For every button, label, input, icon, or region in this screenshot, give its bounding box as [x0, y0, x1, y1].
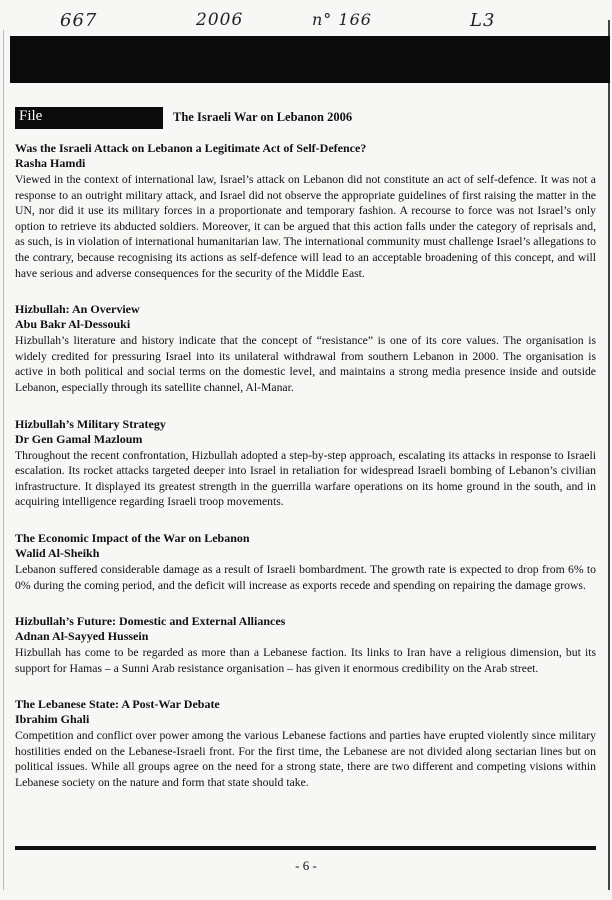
handwritten-note: 667 [60, 10, 98, 31]
article-title: Was the Israeli Attack on Lebanon a Legitimate Act of Self-Defence? [15, 141, 367, 155]
article [15, 697, 596, 790]
footer-rule [15, 846, 596, 850]
article-title: Hizbullah: An Overview [15, 302, 140, 317]
article-author: Rasha Hamdi [15, 156, 86, 170]
article-author: Dr Gen Gamal Mazloum [15, 431, 143, 446]
article-author: Adnan Al-Sayyed Hussein [15, 629, 149, 644]
handwritten-note: L3 [470, 10, 496, 31]
section-title: The Israeli War on Lebanon 2006 [173, 110, 353, 124]
section-header [15, 107, 607, 127]
article-summary: Lebanon suffered considerable damage as a result of Israeli bombardment. The growth rate is expected to drop from 6% to 0% during the coming period, and the deficit will increase as exports recede and spending on repairing the damage grows. [15, 562, 596, 592]
article [15, 302, 596, 395]
article-author: Abu Bakr Al-Dessouki [15, 317, 131, 332]
right-margin-rule [608, 20, 610, 890]
article-title: The Economic Impact of the War on Lebanon [15, 530, 250, 545]
left-margin-rule [3, 30, 4, 890]
article-summary: Competition and conflict over power among the various Lebanese factions and parties have erupted violently since military hostilities ended on the Lebanese-Israeli front. For the first time, the Lebanese are not divided along sectarian lines but on political issues. While all groups agree on the need for a strong state, there are two different and competing visions within Lebanese society on the nature and form that state should take. [15, 729, 596, 790]
article-author: Walid Al-Sheikh [15, 545, 100, 560]
handwritten-note: n° 166 [312, 10, 372, 29]
header-banner [10, 36, 610, 83]
article-summary: Throughout the recent confrontation, Hizbullah adopted a step-by-step approach, escalating its attacks in response to Israeli escalation. Its rocket attacks targeted deeper into Israel in retaliation for widespread Israeli bombing of Lebanon’s civilian infrastructure. It displayed its greatest strength in the guerrilla warfare operations on its home ground in the south, and in acquiring intelligence regarding Israeli troop movements. [15, 448, 596, 509]
article-summary: Hizbullah has come to be regarded as more than a Lebanese faction. Its links to Iran have a religious dimension, but its support for Hamas – a Sunni Arab resistance organisation – has given it enormous credibility on the Arab street. [15, 646, 596, 675]
article-summary: Viewed in the context of international law, Israel’s attack on Lebanon did not constitute an act of self-defence. It was not a response to an outright military attack, and Israel did not observe the appropriate guidelines of first raising the matter in the UN, nor did it use its military forces in a proportionate and temporary fashion. A recourse to force was not Israel’s only option to retrieve its abducted soldiers. Moreover, it can be argued that this action falls under the category of reprisals and, as such, is in violation of international humanitarian law. The international community must challenge Israel’s allegations to the contrary, because recognising its actions as self-defence will lead to an acceptable broadening of this concept, and will have serious and adverse consequences for the security of the Middle East. [15, 173, 596, 280]
handwritten-note: 2006 [196, 10, 244, 30]
article [15, 614, 596, 676]
article-title: Hizbullah’s Future: Domestic and External Alliances [15, 614, 286, 629]
page-number: - 6 - [295, 858, 317, 873]
article-list [15, 141, 596, 812]
article [15, 141, 596, 281]
article-author: Ibrahim Ghali [15, 712, 90, 727]
article-title: Hizbullah’s Military Strategy [15, 416, 166, 431]
article-summary: Hizbullah’s literature and history indicate that the concept of “resistance” is one of its core values. The organisation is widely credited for pressuring Israel into its unilateral withdrawal from southern Lebanon in 2000. The organisation is active in both political and social terms on the domestic level, and maintains a strong media presence inside and outside Lebanon, especially through its satellite channel, Al-Manar. [15, 334, 596, 394]
section-tag [15, 107, 163, 129]
section-tag-label: File [19, 108, 43, 124]
article-title: The Lebanese State: A Post-War Debate [15, 697, 220, 712]
article [15, 531, 596, 593]
article [15, 417, 596, 510]
